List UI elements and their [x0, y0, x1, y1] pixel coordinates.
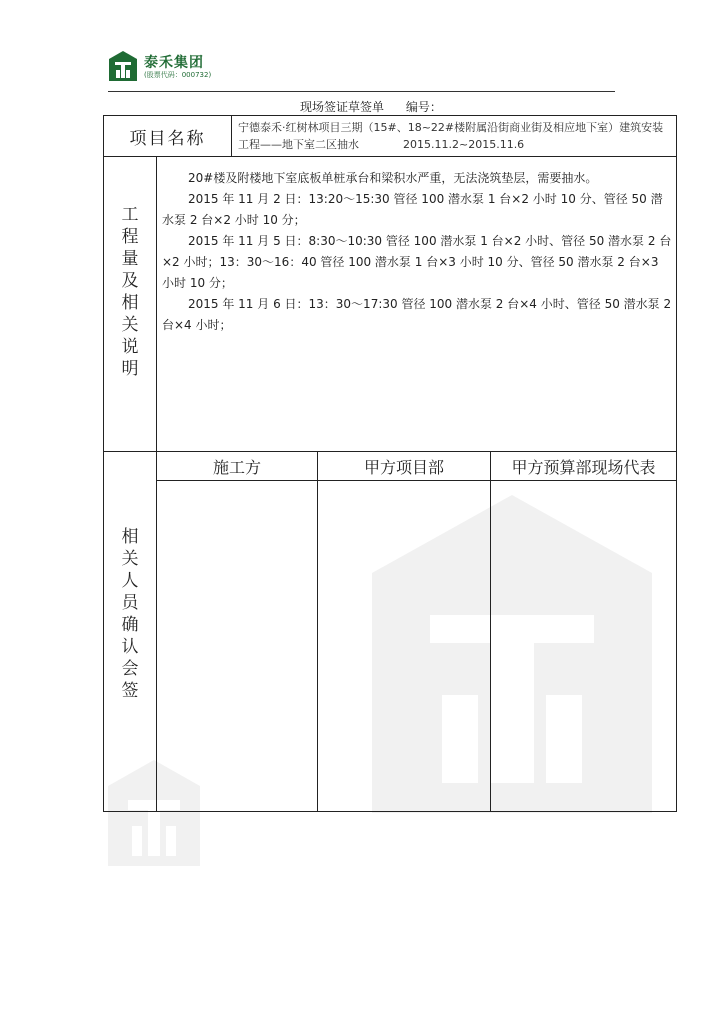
project-name-value: [238, 119, 674, 153]
work-line: 2015 年 11 月 6 日：13：30～17:30 管径 100 潜水泵 2 台×4 小时、管径 50 潜水泵 2 台×4 小时；: [162, 297, 672, 332]
signature-header-client-project: 甲方项目部: [363, 457, 444, 477]
company-logo: [108, 50, 218, 84]
logo-stock-code: (股票代码：000732): [144, 71, 212, 79]
form-title-line: [300, 98, 460, 115]
header-divider: [108, 91, 615, 92]
signature-box-contractor[interactable]: [157, 481, 317, 811]
work-line: 2015 年 11 月 2 日：13:20～15:30 管径 100 潜水泵 1 台×2 小时 10 分、管径 50 潜水泵 2 台×2 小时 10 分；: [162, 192, 663, 227]
work-line: 2015 年 11 月 5 日：8:30～10:30 管径 100 潜水泵 1 台×2 小时、管径 50 潜水泵 2 台×2 小时；13：30～16：40 管径 100 潜水泵 1 台×3 小时 10 分、管径 50 潜水泵 2 台×3 小时 10 分；: [162, 234, 672, 290]
logo-company-name: 泰禾集团: [144, 55, 204, 71]
work-description: [162, 168, 672, 336]
signature-section-label: 相关人员确认会签: [121, 527, 139, 701]
form-title: 现场签证草签单: [300, 100, 385, 114]
signature-header-client-budget: 甲方预算部现场代表: [511, 457, 656, 477]
visa-form-table: [103, 115, 677, 812]
project-dates: 2015.11.2~2015.11.6: [403, 138, 525, 151]
project-name-label: 项目名称: [129, 128, 206, 149]
signature-box-client-project[interactable]: [318, 481, 490, 811]
work-description-label: 工程量及相关说明: [121, 205, 139, 379]
signature-header-contractor: 施工方: [212, 457, 261, 477]
form-number-label: 编号：: [405, 100, 442, 114]
row-divider-1: [104, 156, 676, 157]
logo-house-icon: [108, 50, 138, 82]
work-line: 20#楼及附楼地下室底板单桩承台和梁积水严重，无法浇筑垫层，需要抽水。: [188, 171, 598, 185]
col-divider-name: [231, 116, 232, 156]
signature-box-client-budget[interactable]: [491, 481, 676, 811]
project-title: 宁德泰禾·红树林项目三期（15#、18~22#楼附属沿街商业街及相应地下室）建筑安装工程——地下室二区抽水: [238, 121, 664, 151]
